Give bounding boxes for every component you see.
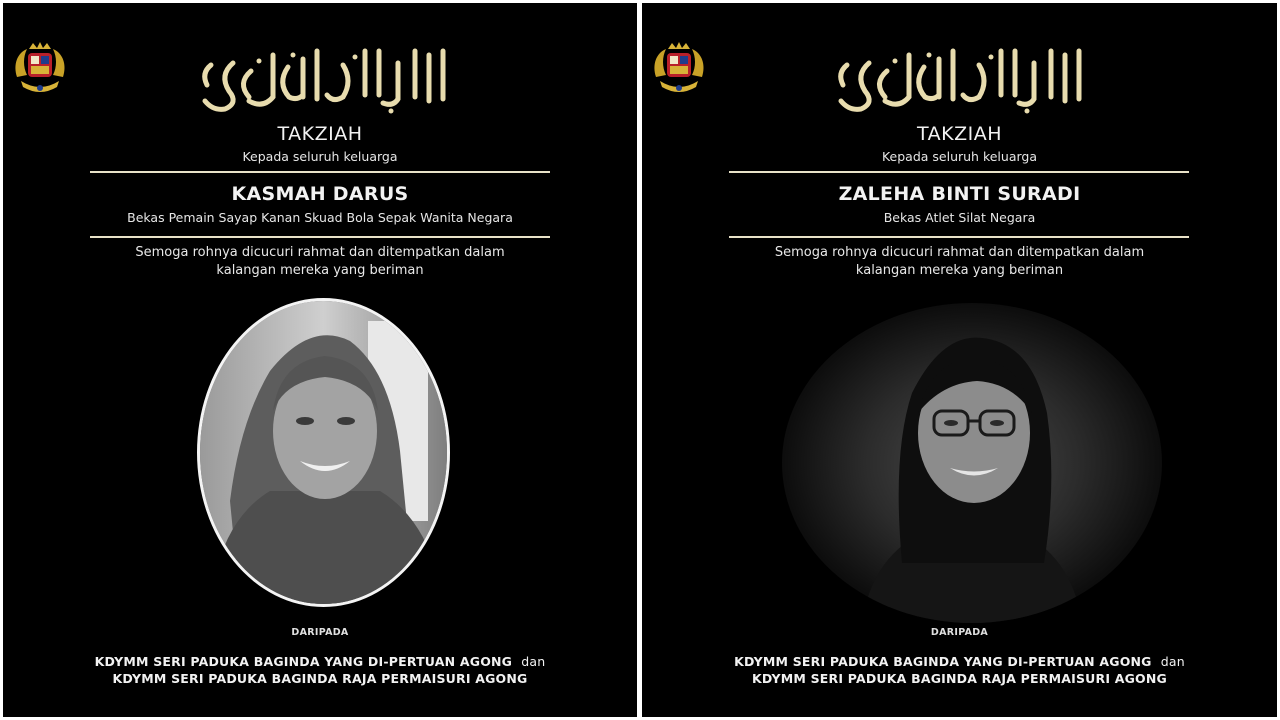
divider-bottom	[729, 236, 1189, 238]
prayer-line-2: kalangan mereka yang beriman	[855, 263, 1064, 278]
sender-and: dan	[521, 654, 546, 669]
addressee-line: Kepada seluruh keluarga	[881, 149, 1038, 164]
prayer-line-2: kalangan mereka yang beriman	[216, 263, 424, 278]
divider-top	[90, 171, 550, 173]
prayer-line-1: Semoga rohnya dicucuri rahmat dan ditempatkan dalam	[774, 245, 1145, 260]
sender-agong: KDYMM SERI PADUKA BAGINDA YANG DI-PERTUAN AGONG	[734, 654, 1152, 669]
sender-line-1	[3, 653, 637, 670]
deceased-name: ZALEHA BINTI SURADI	[838, 183, 1081, 205]
royal-crest-icon	[11, 41, 69, 99]
deceased-name: KASMAH DARUS	[231, 183, 409, 205]
royal-crest-icon	[650, 41, 708, 99]
portrait-photo	[782, 303, 1162, 623]
from-label: DARIPADA	[291, 627, 349, 638]
divider-top	[729, 171, 1189, 173]
deceased-role: Bekas Pemain Sayap Kanan Skuad Bola Sepak Wanita Negara	[127, 210, 513, 225]
arabic-calligraphy-icon	[829, 41, 1089, 117]
condolence-card-right	[642, 3, 1277, 717]
sender-block	[642, 653, 1277, 687]
deceased-role: Bekas Atlet Silat Negara	[883, 210, 1036, 225]
divider-bottom	[90, 236, 550, 238]
sender-line-2: KDYMM SERI PADUKA BAGINDA RAJA PERMAISURI AGONG	[112, 671, 528, 686]
sender-agong: KDYMM SERI PADUKA BAGINDA YANG DI-PERTUAN AGONG	[94, 654, 513, 669]
prayer-text	[3, 244, 637, 280]
sender-line-1	[642, 653, 1277, 670]
sender-and: dan	[1160, 654, 1185, 669]
condolence-card-left	[3, 3, 637, 717]
addressee-line: Kepada seluruh keluarga	[242, 149, 398, 164]
prayer-text	[642, 244, 1277, 280]
arabic-calligraphy-icon	[193, 41, 453, 117]
sender-line-2: KDYMM SERI PADUKA BAGINDA RAJA PERMAISURI AGONG	[751, 671, 1168, 686]
card-title: TAKZIAH	[917, 123, 1002, 145]
from-label: DARIPADA	[930, 627, 989, 638]
card-title: TAKZIAH	[277, 123, 363, 145]
sender-block	[3, 653, 637, 687]
prayer-line-1: Semoga rohnya dicucuri rahmat dan ditempatkan dalam	[135, 245, 505, 260]
portrait-photo	[197, 298, 450, 607]
